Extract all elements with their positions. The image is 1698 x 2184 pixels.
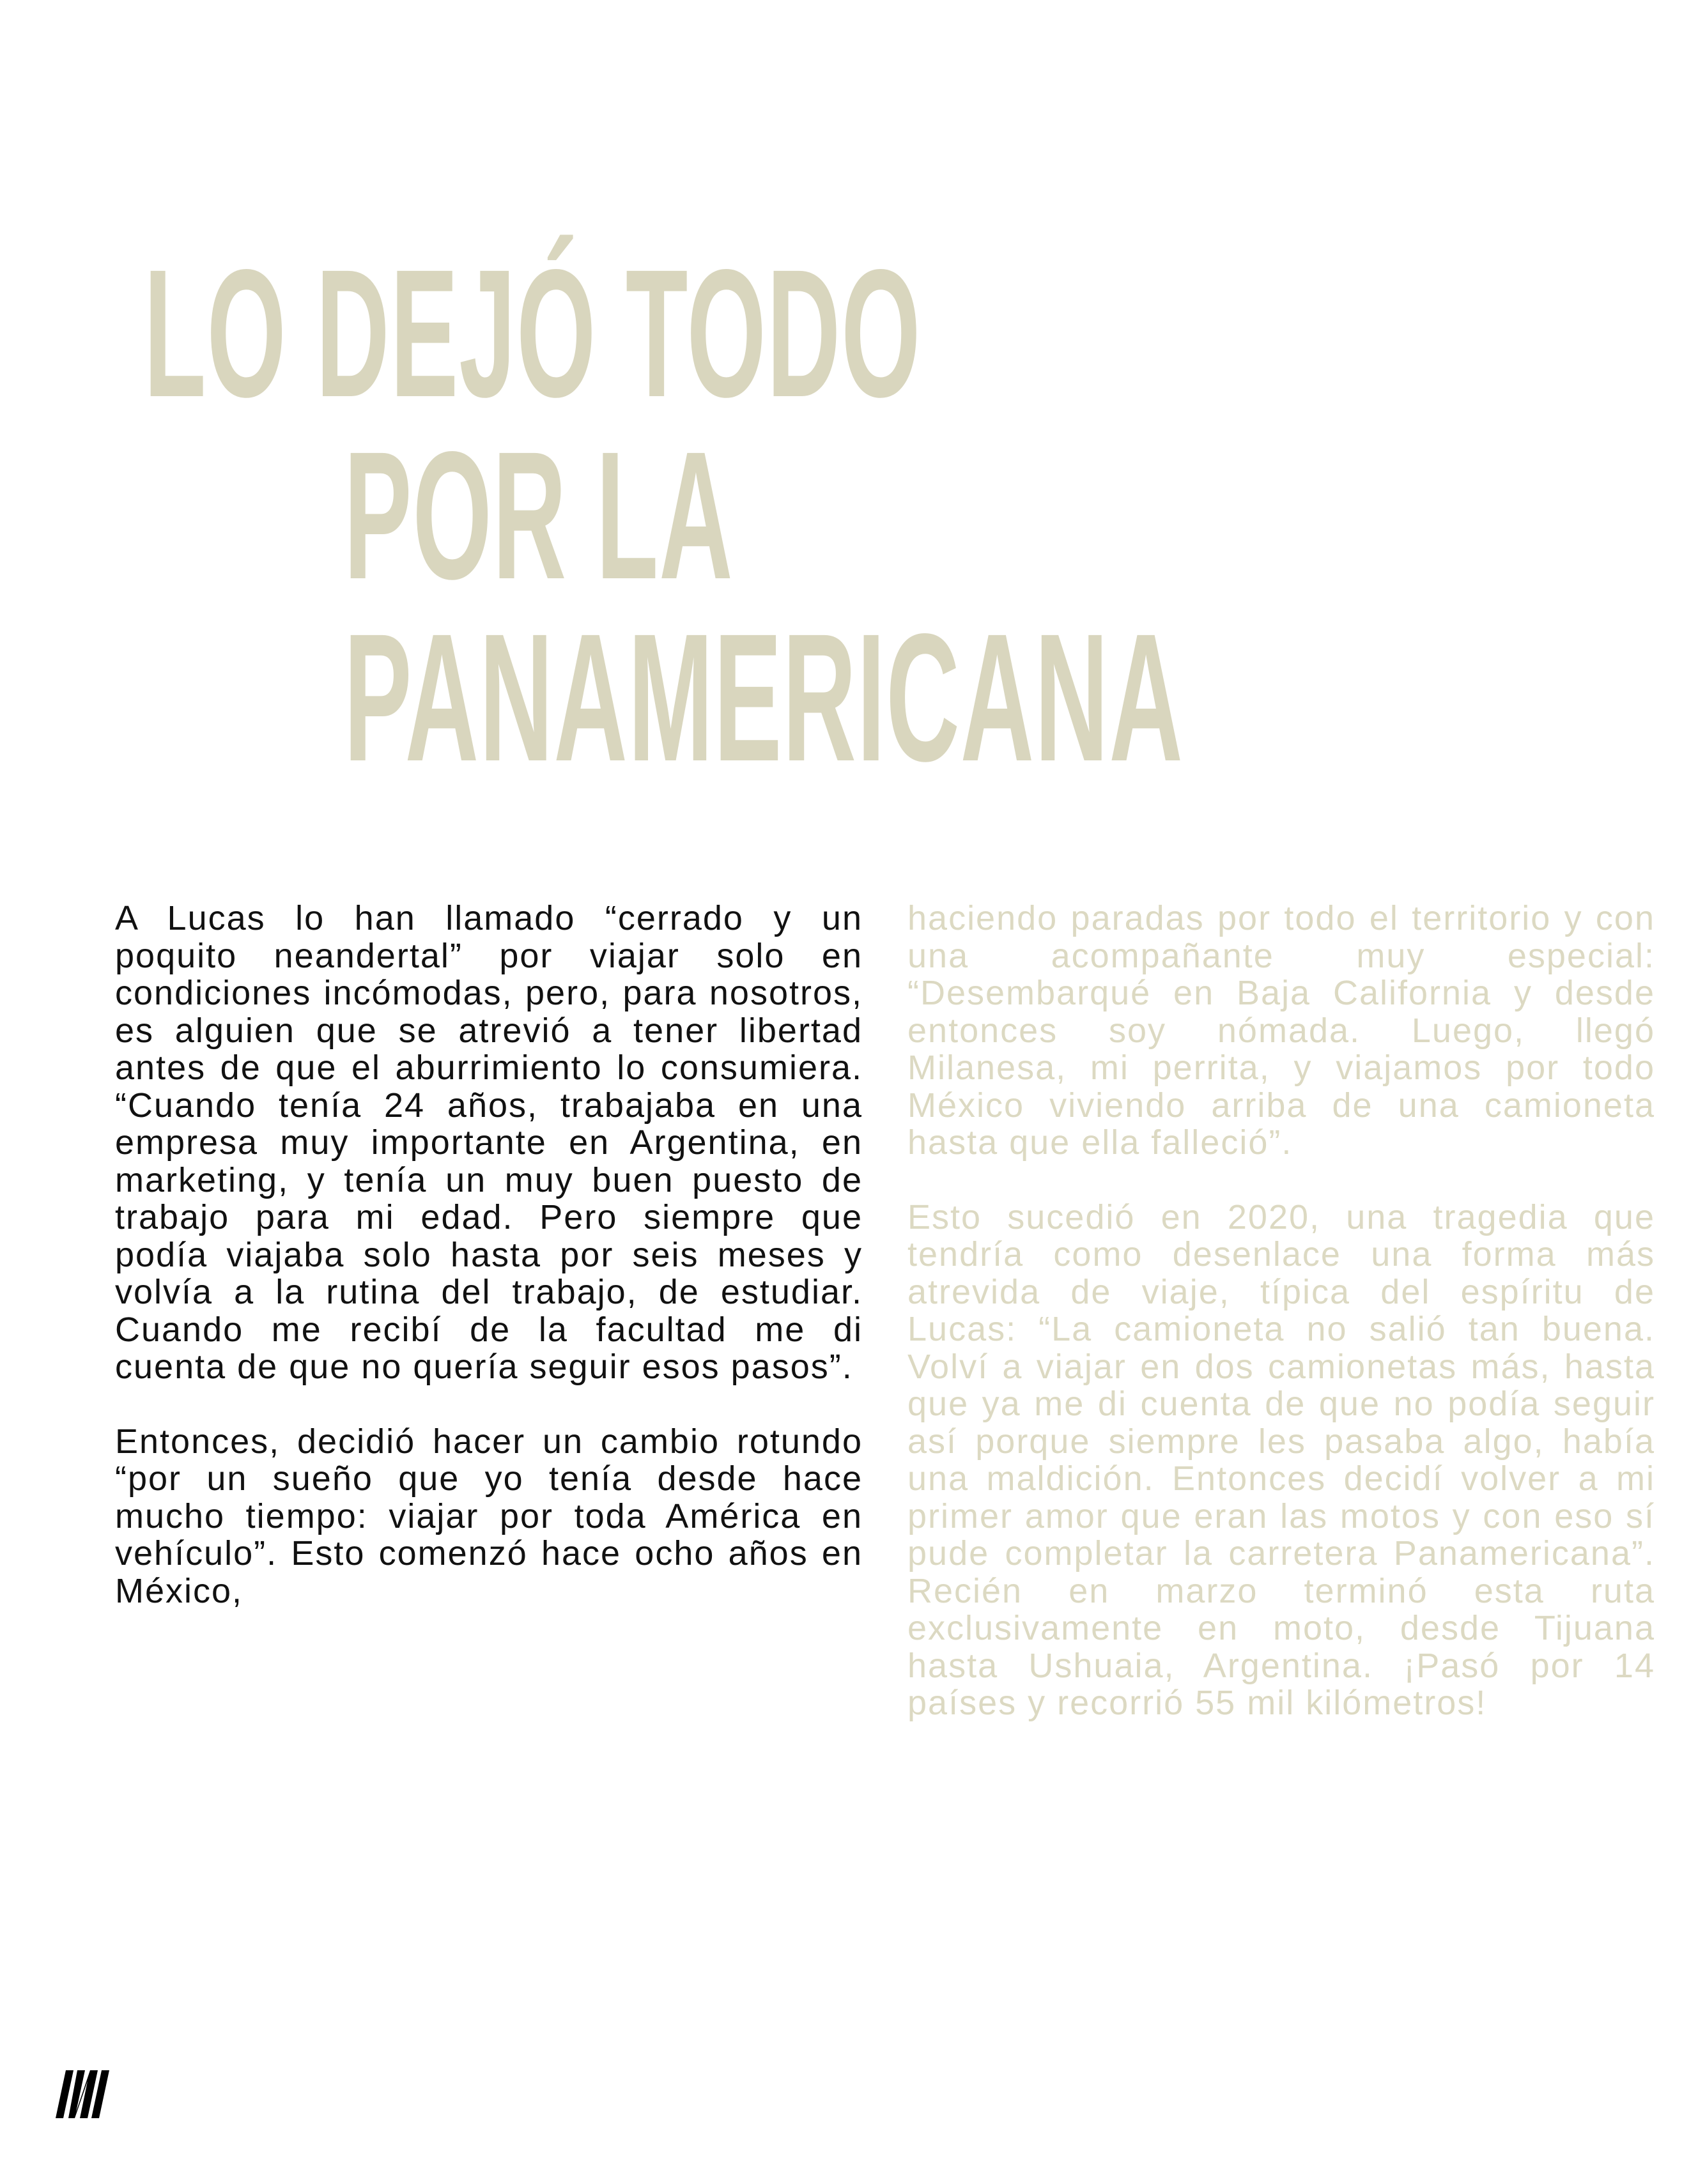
- right-paragraph-2: Esto sucedió en 2020, una tragedia que tendría como desenlace una forma más atrevida de viaje, típica del espíritu de Lucas: “La camioneta no salió tan buena. Volví a viajar en dos camionetas más, hasta que ya me di cuenta de que no podía seguir así porque siempre les pasaba algo, había una maldición. Entonces decidí volver a mi primer amor que eran las motos y con eso sí pude completar la carretera Panamericana”. Recién en marzo terminó esta ruta exclusivamente en moto, desde Tijuana hasta Ushuaia, Argentina. ¡Pasó por 14 países y recorrió 55 mil kilómetros!: [907, 1197, 1655, 1722]
- right-paragraph-1: haciendo paradas por todo el territorio y con una acompañante muy especial: “Desembarqué en Baja California y desde entonces soy nómada. Luego, llegó Milanesa, mi perrita, y viajamos por todo México viviendo arriba de una camioneta hasta que ella falleció”.: [907, 899, 1655, 1162]
- left-paragraph-2: Entonces, decidió hacer un cambio rotundo “por un sueño que yo tenía desde hace mucho tiempo: viajar por toda América en vehículo”. Esto comenzó hace ocho años en México,: [115, 1422, 863, 1610]
- left-paragraph-1: A Lucas lo han llamado “cerrado y un poquito neandertal” por viajar solo en condiciones incómodas, pero, para nosotros, es alguien que se atrevió a tener libertad antes de que el aburrimiento lo consumiera. “Cuando tenía 24 años, trabajaba en una empresa muy importante en Argentina, en marketing, y tenía un muy buen puesto de trabajo para mi edad. Pero siempre que podía viajaba solo hasta por seis meses y volvía a la rutina del trabajo, de estudiar. Cuando me recibí de la facultad me di cuenta de que no quería seguir esos pasos”.: [115, 899, 863, 1386]
- article-headline: [144, 232, 1184, 799]
- left-text-column: [115, 900, 863, 1647]
- in-monogram-logo-icon: [54, 2067, 115, 2121]
- right-text-column: [907, 900, 1655, 1759]
- headline-line-2: POR LA: [344, 414, 734, 617]
- headline-line-3: PANAMERICANA: [344, 596, 1184, 799]
- headline-line-1: LO DEJÓ TODO: [144, 232, 922, 435]
